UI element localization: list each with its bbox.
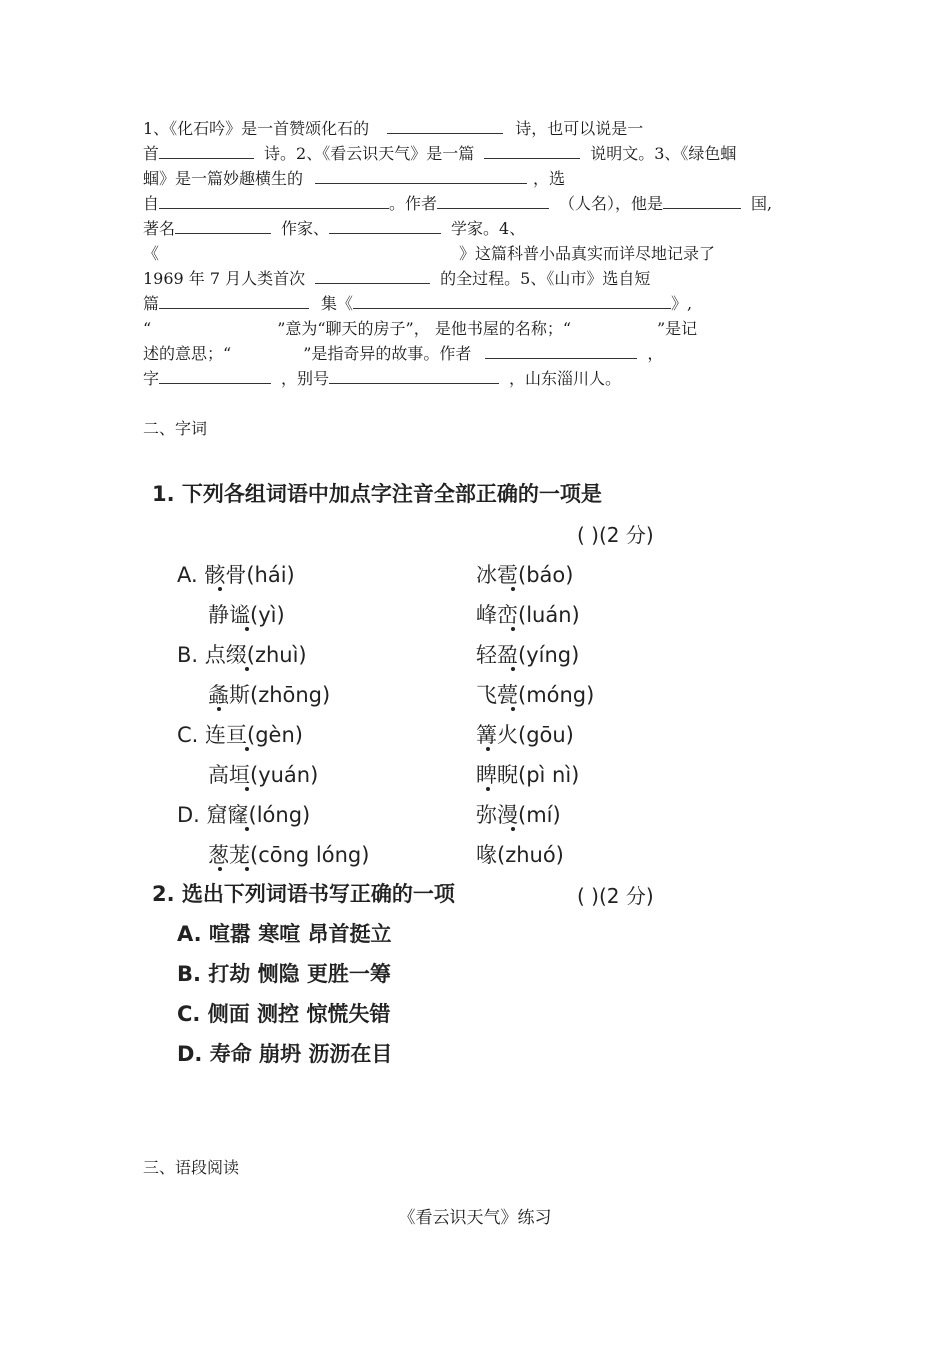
- fill-line-8: 篇 集《 》,: [143, 294, 693, 313]
- blank[interactable]: [353, 293, 671, 309]
- emphasis-dot: [511, 587, 515, 591]
- q1-option-a-right2: 峰峦(luán): [476, 603, 580, 627]
- q1-stem: 1. 下列各组词语中加点字注音全部正确的一项是: [152, 482, 602, 506]
- q2-stem: 2. 选出下列词语书写正确的一项: [152, 882, 455, 906]
- emphasis-dot: [486, 747, 490, 751]
- section-heading: 二、字词: [143, 419, 208, 438]
- q1-option-d-left1: D. 窟窿(lóng): [177, 803, 311, 827]
- q2-option-a: A. 喧嚣 寒喧 昂首挺立: [177, 922, 392, 946]
- emphasis-dot: [245, 667, 249, 671]
- emphasis-dot: [245, 627, 249, 631]
- q1-score: ( )(2 分): [577, 523, 654, 547]
- q1-option-a-left1: A. 骸骨(hái): [177, 563, 295, 587]
- q1-option-c-left1: C. 连亘(gèn): [177, 723, 303, 747]
- blank[interactable]: [387, 118, 503, 134]
- blank[interactable]: [329, 368, 499, 384]
- fill-line-6: 《 》这篇科普小品真实而详尽地记录了: [143, 244, 716, 263]
- blank[interactable]: [484, 143, 580, 159]
- blank[interactable]: [159, 243, 459, 259]
- emphasis-dot: [218, 587, 222, 591]
- blank[interactable]: [159, 193, 389, 209]
- fill-line-7: 1969 年 7 月人类首次 的全过程。5、《山市》选自短: [143, 269, 651, 288]
- emphasis-dot: [511, 707, 515, 711]
- emphasis-dot: [511, 667, 515, 671]
- emphasis-dot: [245, 867, 249, 871]
- q1-option-a-left2: 静谧(yì): [208, 603, 285, 627]
- q1-option-a-right1: 冰雹(báo): [476, 563, 574, 587]
- emphasis-dot: [217, 707, 221, 711]
- q1-option-b-right2: 飞甍(móng): [476, 683, 595, 707]
- fill-line-10: 述的意思；“ ”是指奇异的故事。作者 ，: [143, 344, 664, 363]
- emphasis-dot: [486, 787, 490, 791]
- fill-line-4: 自 。作者 （人名），他是 国,: [143, 194, 773, 213]
- blank[interactable]: [437, 193, 549, 209]
- q2-option-b: B. 打劫 恻隐 更胜一筹: [177, 962, 391, 986]
- emphasis-dot: [218, 867, 222, 871]
- fill-line-1: 1、《化石吟》是一首赞颂化石的 诗，也可以说是一: [143, 119, 644, 138]
- blank[interactable]: [175, 218, 271, 234]
- section-heading: 三、语段阅读: [143, 1158, 240, 1177]
- emphasis-dot: [511, 827, 515, 831]
- passage-title: 《看云识天气》练习: [398, 1208, 552, 1228]
- emphasis-dot: [245, 747, 249, 751]
- q1-option-c-right2: 睥睨(pì nì): [476, 763, 580, 787]
- blank[interactable]: [159, 143, 254, 159]
- blank[interactable]: [159, 368, 271, 384]
- fill-line-2: 首 诗。2、《看云识天气》是一篇 说明文。3、《绿色蝈: [143, 144, 737, 163]
- blank[interactable]: [159, 293, 309, 309]
- q1-option-b-left1: B. 点缀(zhuì): [177, 643, 307, 667]
- fill-line-9: “ ”意为“聊天的房子”， 是他书屋的名称；“ ”是记: [143, 319, 698, 338]
- q1-option-d-right1: 弥漫(mí): [476, 803, 561, 827]
- emphasis-dot: [511, 627, 515, 631]
- q1-option-d-right2: 喙(zhuó): [476, 843, 564, 867]
- q2-score: ( )(2 分): [577, 884, 654, 908]
- fill-line-5: 著名 作家、 学家。4、: [143, 219, 526, 238]
- q2-option-c: C. 侧面 测控 惊慌失错: [177, 1002, 391, 1026]
- q2-option-d: D. 寿命 崩坍 沥沥在目: [177, 1042, 393, 1066]
- q1-option-c-right1: 篝火(gōu): [476, 723, 574, 747]
- blank[interactable]: [485, 343, 637, 359]
- blank[interactable]: [315, 168, 527, 184]
- blank[interactable]: [329, 218, 441, 234]
- q1-option-b-right1: 轻盈(yíng): [476, 643, 580, 667]
- fill-line-3: 蝈》是一篇妙趣横生的 ，选: [143, 169, 566, 188]
- blank[interactable]: [315, 268, 430, 284]
- emphasis-dot: [245, 827, 249, 831]
- q1-option-c-left2: 高垣(yuán): [208, 763, 319, 787]
- q1-option-d-left2: 葱茏(cōng lóng): [208, 843, 370, 867]
- blank[interactable]: [663, 193, 741, 209]
- emphasis-dot: [245, 787, 249, 791]
- fill-line-11: 字 ，别号 ，山东淄川人。: [143, 369, 622, 388]
- q1-option-b-left2: 螽斯(zhōng): [208, 683, 331, 707]
